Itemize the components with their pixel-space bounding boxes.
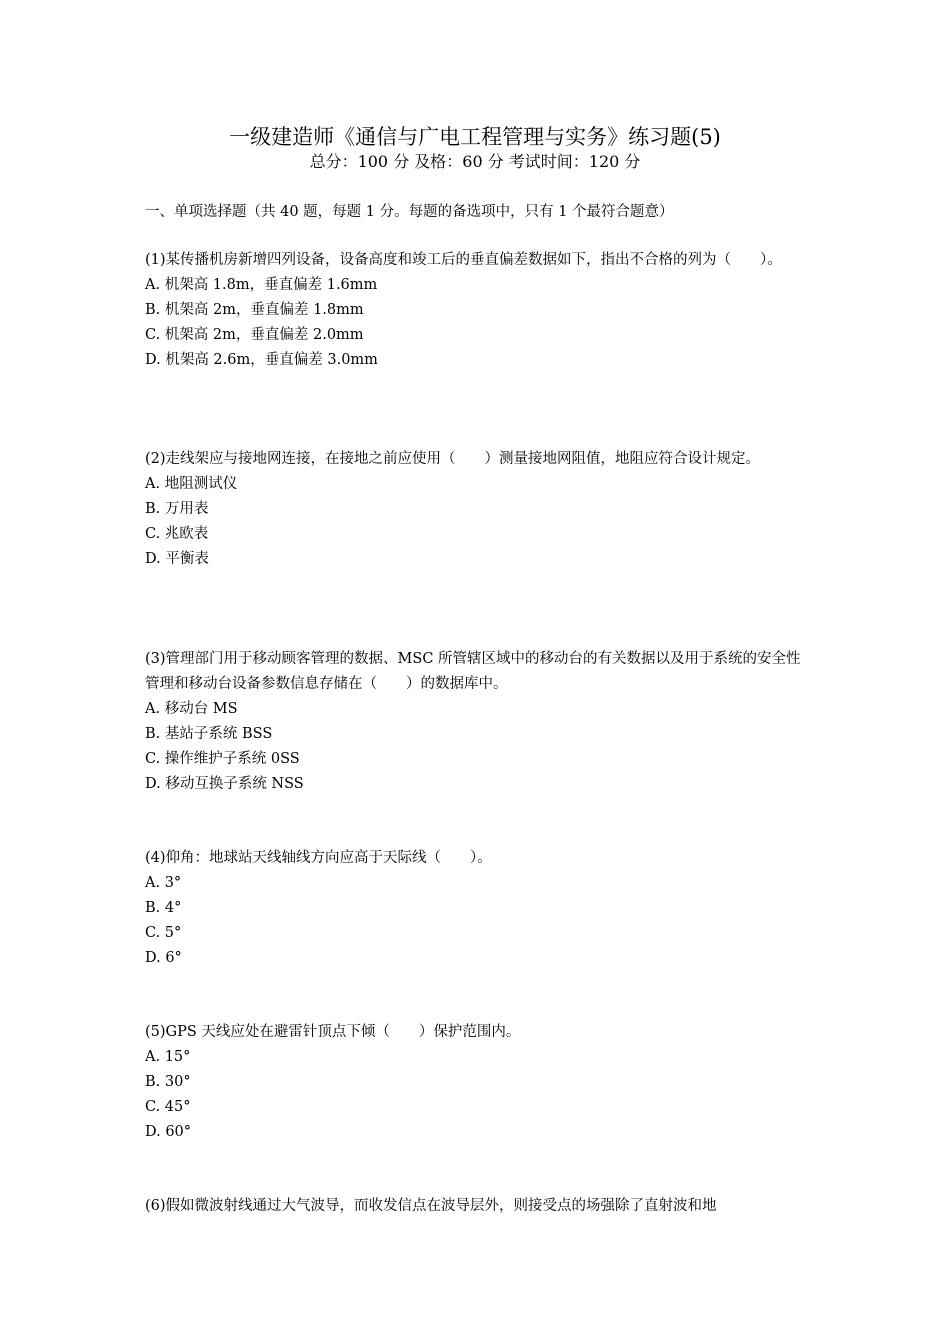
option-c: C. 机架高 2m，垂直偏差 2.0mm — [145, 327, 364, 343]
document-title: 一级建造师《通信与广电工程管理与实务》练习题(5) — [229, 125, 721, 149]
question-stem: (4)仰角：地球站天线轴线方向应高于天际线（ ）。 — [145, 850, 492, 866]
option-a: A. 地阻测试仪 — [145, 476, 238, 492]
option-b: B. 万用表 — [145, 501, 209, 517]
option-a: A. 15° — [145, 1049, 191, 1065]
option-b: B. 30° — [145, 1074, 191, 1090]
option-d: D. 60° — [145, 1124, 192, 1140]
option-b: B. 4° — [145, 900, 182, 916]
question-1 — [145, 248, 810, 373]
question-4 — [145, 846, 810, 971]
option-b: B. 基站子系统 BSS — [145, 726, 273, 742]
option-c: C. 45° — [145, 1099, 191, 1115]
question-stem: (1)某传播机房新增四列设备，设备高度和竣工后的垂直偏差数据如下，指出不合格的列为（ ）。 — [145, 252, 782, 268]
option-d: D. 6° — [145, 950, 182, 966]
option-d: D. 平衡表 — [145, 551, 209, 567]
option-a: A. 移动台 MS — [145, 701, 238, 717]
exam-info: 总分：100 分 及格：60 分 考试时间：120 分 — [309, 152, 641, 171]
question-stem: (5)GPS 天线应处在避雷针顶点下倾（ ）保护范围内。 — [145, 1024, 521, 1040]
section-heading: 一、单项选择题（共 40 题，每题 1 分。每题的备选项中，只有 1 个最符合题意） — [145, 204, 674, 220]
question-stem: (6)假如微波射线通过大气波导，而收发信点在波导层外，则接受点的场强除了直射波和地 — [145, 1198, 717, 1214]
question-2 — [145, 447, 810, 572]
option-d: D. 机架高 2.6m，垂直偏差 3.0mm — [145, 352, 378, 368]
option-c: C. 操作维护子系统 0SS — [145, 751, 300, 767]
option-b: B. 机架高 2m，垂直偏差 1.8mm — [145, 302, 364, 318]
option-a: A. 机架高 1.8m，垂直偏差 1.6mm — [145, 277, 378, 293]
question-3 — [145, 647, 810, 797]
option-a: A. 3° — [145, 875, 182, 891]
question-6 — [145, 1194, 810, 1219]
option-c: C. 兆欧表 — [145, 526, 209, 542]
question-5 — [145, 1020, 810, 1145]
option-c: C. 5° — [145, 925, 182, 941]
question-stem: (3)管理部门用于移动顾客管理的数据、MSC 所管辖区域中的移动台的有关数据以及用于系统的安全性管理和移动台设备参数信息存储在（ ）的数据库中。 — [145, 651, 801, 692]
option-d: D. 移动互换子系统 NSS — [145, 776, 304, 792]
question-stem: (2)走线架应与接地网连接，在接地之前应使用（ ）测量接地网阻值，地阻应符合设计规定。 — [145, 451, 761, 467]
